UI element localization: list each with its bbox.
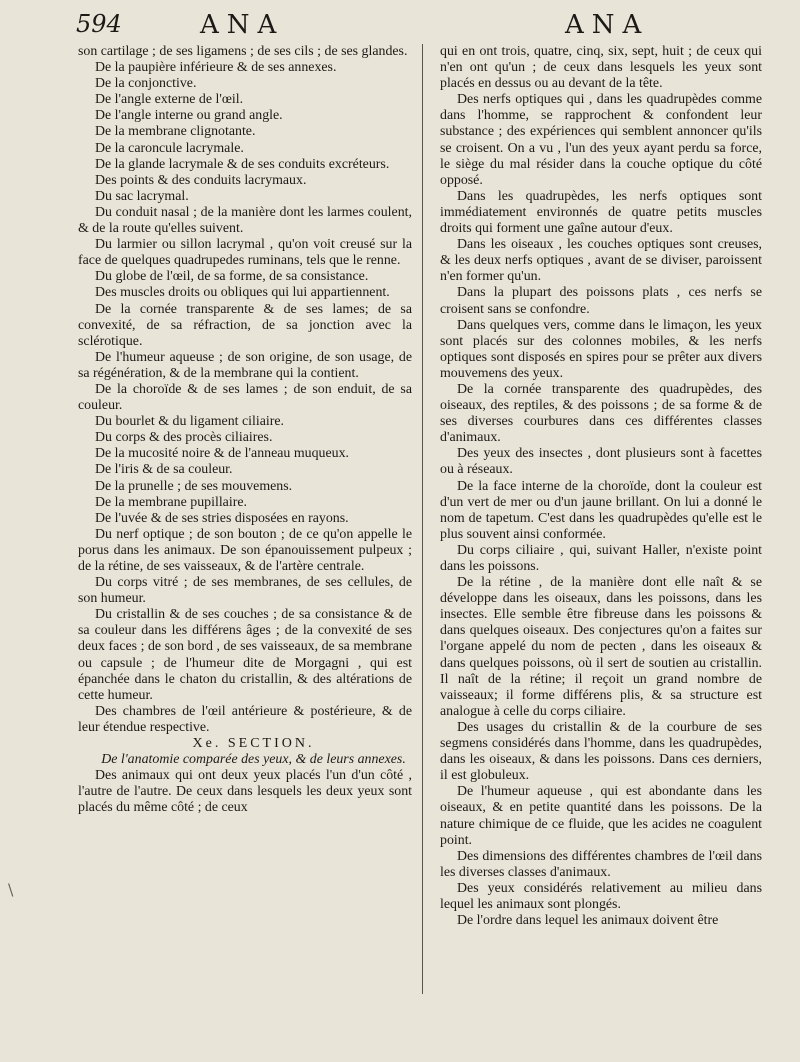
paragraph: De la face interne de la choroïde, dont la couleur est d'un vert de mer ou d'un jaune brillant. On lui a donné le nom de tapetum. C'est dans les quadrupèdes qu'elle est le plus souvent ainsi conformée. — [440, 478, 762, 542]
paragraph: De la cornée transparente & de ses lames; de sa convexité, de sa réfraction, de sa jonction avec la sclérotique. — [78, 301, 412, 349]
paragraph: De la choroïde & de ses lames ; de son enduit, de sa couleur. — [78, 381, 412, 414]
margin-mark: \ — [8, 880, 14, 899]
right-column — [440, 44, 762, 929]
paragraph: De l'humeur aqueuse , qui est abondante dans les oiseaux, & en petite quantité dans les poissons. De la nature chimique de ce fluide, que les acides ne coagulent point. — [440, 784, 762, 848]
paragraph: Du corps vitré ; de ses membranes, de ses cellules, de son humeur. — [78, 575, 412, 607]
paragraph: Du cristallin & de ses couches ; de sa consistance & de sa couleur dans les différens âges ; de la convexité de ses deux faces ; de son bord , de ses vaisseaux, de sa membrane ou capsule ; de l'humeur dite de Morgagni , qui est épanchée dans le chaton du cristallin, & des altérations de cette humeur. — [78, 607, 412, 703]
paragraph: Dans les oiseaux , les couches optiques sont creuses, & les deux nerfs optiques , avant de se diviser, paroissent n'en former qu'un. — [440, 237, 762, 285]
paragraph: Dans quelques vers, comme dans le limaçon, les yeux sont placés sur des colonnes mobiles, & les nerfs optiques sont disposés en spires pour se prêter aux divers mouvemens des yeux. — [440, 317, 762, 381]
paragraph: De la caroncule lacrymale. — [95, 140, 244, 156]
paragraph: Du corps ciliaire , qui, suivant Haller, n'existe point dans les poissons. — [440, 542, 762, 574]
paragraph: De la mucosité noire & de l'anneau muqueux. — [95, 446, 349, 462]
paragraph: De la prunelle ; de ses mouvemens. — [95, 478, 293, 494]
paragraph: Des usages du cristallin & de la courbure de ses segmens considérés dans l'homme, dans les quadrupèdes, dans les oiseaux, & dans les poissons. Dans ces derniers, il est globuleux. — [440, 719, 762, 784]
section-title: Xe. SECTION. — [192, 736, 315, 752]
paragraph: De la conjonctive. — [95, 76, 197, 92]
paragraph: Du sac lacrymal. — [95, 188, 189, 204]
paragraph: De l'angle externe de l'œil. — [95, 92, 244, 108]
paragraph: De l'iris & de sa couleur. — [95, 462, 233, 478]
paragraph: Dans les quadrupèdes, les nerfs optiques sont immédiatement environnés de quatre petits muscles droits qui forment une gaîne autour d'eux. — [440, 188, 762, 237]
paragraph: De la glande lacrymale & de ses conduits excréteurs. — [95, 156, 390, 172]
paragraph: Des points & des conduits lacrymaux. — [95, 172, 307, 188]
left-column — [78, 44, 412, 817]
paragraph: Du corps & des procès ciliaires. — [95, 430, 273, 446]
paragraph: De la membrane pupillaire. — [95, 494, 247, 510]
paragraph: Dans la plupart des poissons plats , ces nerfs se croisent sans se confondre. — [440, 285, 762, 317]
paragraph: qui en ont trois, quatre, cinq, six, sept, huit ; de ceux qui n'en ont qu'un ; de ceux dans lesquels les yeux sont placés en dessus ou au devant de la tête. — [440, 44, 762, 92]
running-head-left: ANA — [200, 10, 285, 40]
paragraph: son cartilage ; de ses ligamens ; de ses cils ; de ses glandes. — [78, 44, 408, 59]
paragraph: Des dimensions des différentes chambres de l'œil dans les diverses classes d'animaux. — [440, 848, 762, 880]
paragraph: Du globe de l'œil, de sa forme, de sa consistance. — [95, 269, 369, 285]
paragraph: Du nerf optique ; de son bouton ; de ce qu'on appelle le porus dans les animaux. De son épanouissement pulpeux ; de la rétine, de ses vaisseaux, & de l'artère centrale. — [78, 526, 412, 574]
paragraph: De l'angle interne ou grand angle. — [95, 108, 283, 124]
paragraph: Des animaux qui ont deux yeux placés l'un d'un côté , l'autre de l'autre. De ceux dans lesquels les deux yeux sont placés du même côté ; de ceux — [78, 768, 412, 816]
paragraph: Des muscles droits ou obliques qui lui appartiennent. — [95, 285, 390, 301]
page-number: 594 — [76, 10, 122, 38]
paragraph: Des nerfs optiques qui , dans les quadrupèdes comme dans l'homme, se rapprochent & confondent leur substance ; des expériences qui semblent annoncer qu'ils se croisent. On a vu , l'un des yeux ayant perdu sa force, le siège du mal résider dans la couche optique du côté opposé. — [440, 92, 762, 188]
paragraph: Du conduit nasal ; de la manière dont les larmes coulent, & de la route qu'elles suivent. — [78, 204, 412, 237]
paragraph: De l'humeur aqueuse ; de son origine, de son usage, de sa régénération, & de la membrane qui la contient. — [78, 349, 412, 381]
section-subtitle: De l'anatomie comparée des yeux, & de leurs annexes. — [101, 752, 406, 768]
paragraph: Des yeux considérés relativement au milieu dans lequel les animaux sont plongés. — [440, 880, 762, 912]
paragraph: Du larmier ou sillon lacrymal , qu'on voit creusé sur la face de quelques quadrupedes ruminans, tels que le renne. — [78, 237, 412, 269]
paragraph: De l'ordre dans lequel les animaux doivent être — [457, 913, 719, 929]
paragraph: Des chambres de l'œil antérieure & postérieure, & de leur étendue respective. — [78, 703, 412, 735]
paragraph: De la paupière inférieure & de ses annexes. — [95, 60, 337, 76]
running-head-right: ANA — [565, 10, 650, 40]
column-divider — [422, 44, 423, 994]
paragraph: De la membrane clignotante. — [95, 124, 256, 140]
paragraph: Des yeux des insectes , dont plusieurs sont à facettes ou à réseaux. — [440, 446, 762, 478]
paragraph: De la cornée transparente des quadrupèdes, des oiseaux, des reptiles, & des poissons ; de sa forme & de ses diverses courbures dans ces différentes classes d'animaux. — [440, 381, 762, 446]
paragraph: De la rétine , de la manière dont elle naît & se développe dans les oiseaux, dans les poissons, dans les insectes. Elle semble être fibreuse dans les poissons & dans quelques oiseaux. Des conjectures qu'on a faites sur l'organe appelé du nom de pecten , dans les oiseaux & dans quelques poissons, où il sert de soutien au cristallin. Il naît de la rétine; il reçoit un grand nombre de vaisseaux; il forme différens plis, & sa structure est analogue à celle du corps ciliaire. — [440, 575, 762, 719]
paragraph: De l'uvée & de ses stries disposées en rayons. — [95, 510, 349, 526]
paragraph: Du bourlet & du ligament ciliaire. — [95, 414, 285, 430]
